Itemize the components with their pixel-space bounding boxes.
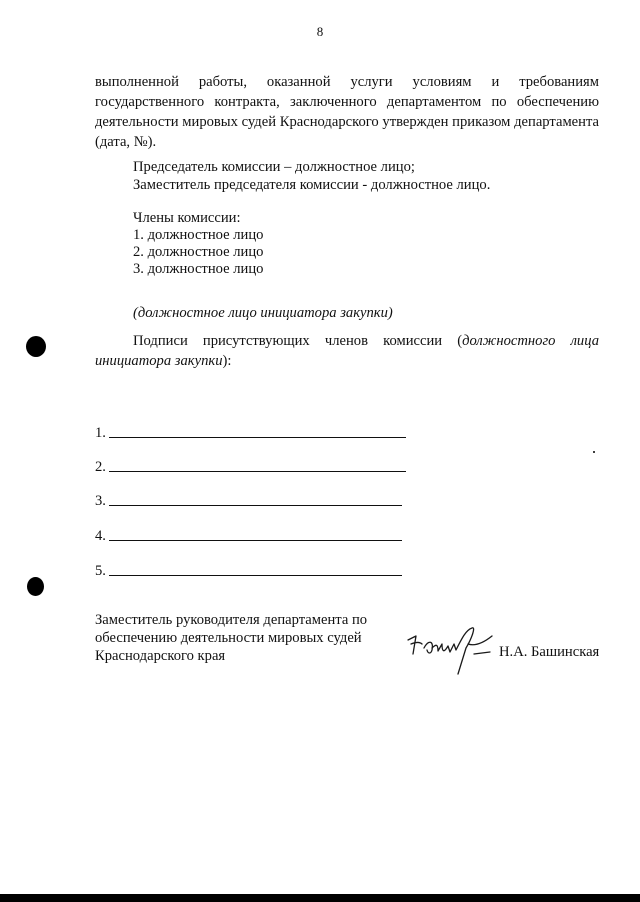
signature-number: 3. (95, 493, 106, 509)
signatures-intro (95, 331, 599, 371)
signatures-intro-italic: должностного лица инициатора закупки (95, 333, 599, 369)
page-number: 8 (316, 24, 324, 39)
signature-blank-line (109, 540, 402, 541)
scan-bottom-edge (0, 894, 640, 902)
signature-blank-line (109, 437, 406, 438)
intro-paragraph: выполненной работы, оказанной услуги условиям и требованиям государственного контракта, заключенного департаментом по обеспечению деятельности мировых судей Краснодарского утвержден приказом департамента (дата, №). (95, 74, 599, 150)
position-title: Заместитель руководителя департамента по обеспечению деятельности мировых судей Краснодарского края (95, 612, 368, 664)
signature-number: 2. (95, 459, 106, 475)
members-heading: Члены комиссии: (133, 210, 241, 226)
scan-speck (593, 451, 595, 453)
binder-hole-mark (27, 577, 44, 596)
signatures-intro-text: Подписи присутствующих членов комиссии ( (133, 333, 463, 349)
signatures-intro-closing: ): (222, 353, 232, 369)
signature-number: 5. (95, 563, 106, 579)
member-item: 2. должностное лицо (133, 244, 264, 260)
initiator-note: (должностное лицо инициатора закупки) (133, 305, 393, 321)
binder-hole-mark (26, 336, 46, 357)
member-item: 3. должностное лицо (133, 261, 264, 277)
signature-blank-line (109, 505, 402, 506)
signature-number: 1. (95, 425, 106, 441)
signature-blank-line (109, 471, 406, 472)
handwritten-signature (404, 618, 500, 678)
chairman-line: Председатель комиссии – должностное лицо; (133, 159, 415, 175)
member-item: 1. должностное лицо (133, 227, 264, 243)
signature-number: 4. (95, 528, 106, 544)
signatory-name: Н.А. Башинская (499, 644, 600, 660)
signature-blank-line (109, 575, 402, 576)
deputy-chairman-line: Заместитель председателя комиссии - должностное лицо. (133, 177, 491, 193)
